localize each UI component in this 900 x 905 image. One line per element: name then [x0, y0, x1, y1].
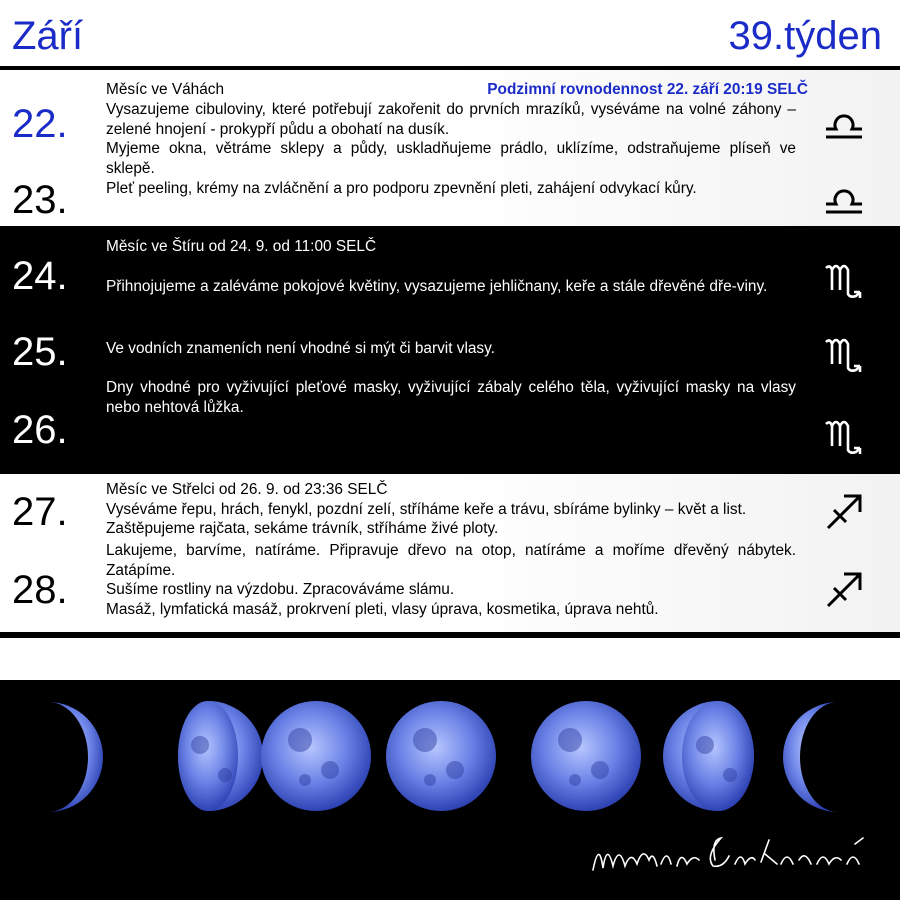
tip-text: Pleť peeling, krémy na zvláčnění a pro podporu zpevnění pleti, zahájení odvykací kůry. [106, 180, 697, 197]
equinox-note: Podzimní rovnodennost 22. září 20:19 SELČ [487, 81, 808, 98]
moon-icon [531, 701, 641, 811]
sagittarius-icon [822, 490, 866, 534]
moon-sign-heading: Měsíc ve Střelci od 26. 9. od 23:36 SELČ [106, 481, 388, 498]
moon-icon [261, 701, 371, 811]
moon-icon [663, 701, 754, 811]
moon-icon [783, 702, 838, 812]
month-title: Září [12, 14, 84, 58]
day-number: 28. [12, 568, 68, 612]
scorpio-icon [822, 330, 866, 378]
scorpio-icon [822, 256, 866, 304]
day-number: 26. [12, 408, 68, 452]
sagittarius-icon [822, 568, 866, 612]
moon-icon [48, 702, 103, 812]
tip-text: Vysazujeme cibuloviny, které potřebují zakořenit do prvních mrazíků, vyséváme na volné záhony – zelené hnojení - prokypří půdu a obohatí na dusík. [106, 101, 796, 138]
signature [585, 820, 885, 890]
tip-text: Sušíme rostliny na výzdobu. Zpracováváme slámu. [106, 581, 455, 598]
scorpio-icon [822, 412, 866, 460]
day-number: 22. [12, 102, 68, 146]
tip-text: Lakujeme, barvíme, natíráme. Připravuje dřevo na otop, natíráme a moříme dřevěný nábytek. Zatápíme. [106, 542, 796, 579]
moon-sign-heading: Měsíc ve Štíru od 24. 9. od 11:00 SELČ [106, 238, 377, 255]
day-number: 25. [12, 330, 68, 374]
tip-text: Zaštěpujeme rajčata, sekáme trávník, stříháme živé ploty. [106, 520, 499, 537]
tip-text: Vyséváme řepu, hrách, fenykl, pozdní zelí, stříháme keře a trávu, sbíráme bylinky – květ a list. [106, 501, 747, 518]
tip-text: Dny vhodné pro vyživující pleťové masky, vyživující zábaly celého těla, vyživující masky na vlasy nebo nehtová lůžka. [106, 379, 796, 416]
week-number: 39.týden [728, 14, 882, 58]
tip-text: Myjeme okna, větráme sklepy a půdy, uskladňujeme prádlo, uklízíme, odstraňujeme plíseň ve sklepě. [106, 140, 796, 177]
spacer [0, 638, 900, 680]
tip-text: Ve vodních znameních není vhodné si mýt či barvit vlasy. [106, 340, 495, 357]
tip-text: Masáž, lymfatická masáž, prokrvení pleti, vlasy úprava, kosmetika, úprava nehtů. [106, 601, 659, 618]
moon-sign-heading: Měsíc ve Váhách [106, 81, 225, 98]
day-number: 27. [12, 490, 68, 534]
tip-text: Přihnojujeme a zaléváme pokojové květiny, vysazujeme jehličnany, keře a stále dřevěné dře-viny. [106, 278, 768, 295]
sagittarius-section [0, 474, 900, 634]
day-number: 23. [12, 178, 68, 222]
day-number: 24. [12, 254, 68, 298]
moon-icon [386, 701, 496, 811]
scorpio-section [0, 226, 900, 474]
moon-icon [178, 701, 263, 811]
libra-icon [822, 176, 866, 220]
libra-section [0, 66, 900, 226]
libra-icon [822, 101, 866, 145]
